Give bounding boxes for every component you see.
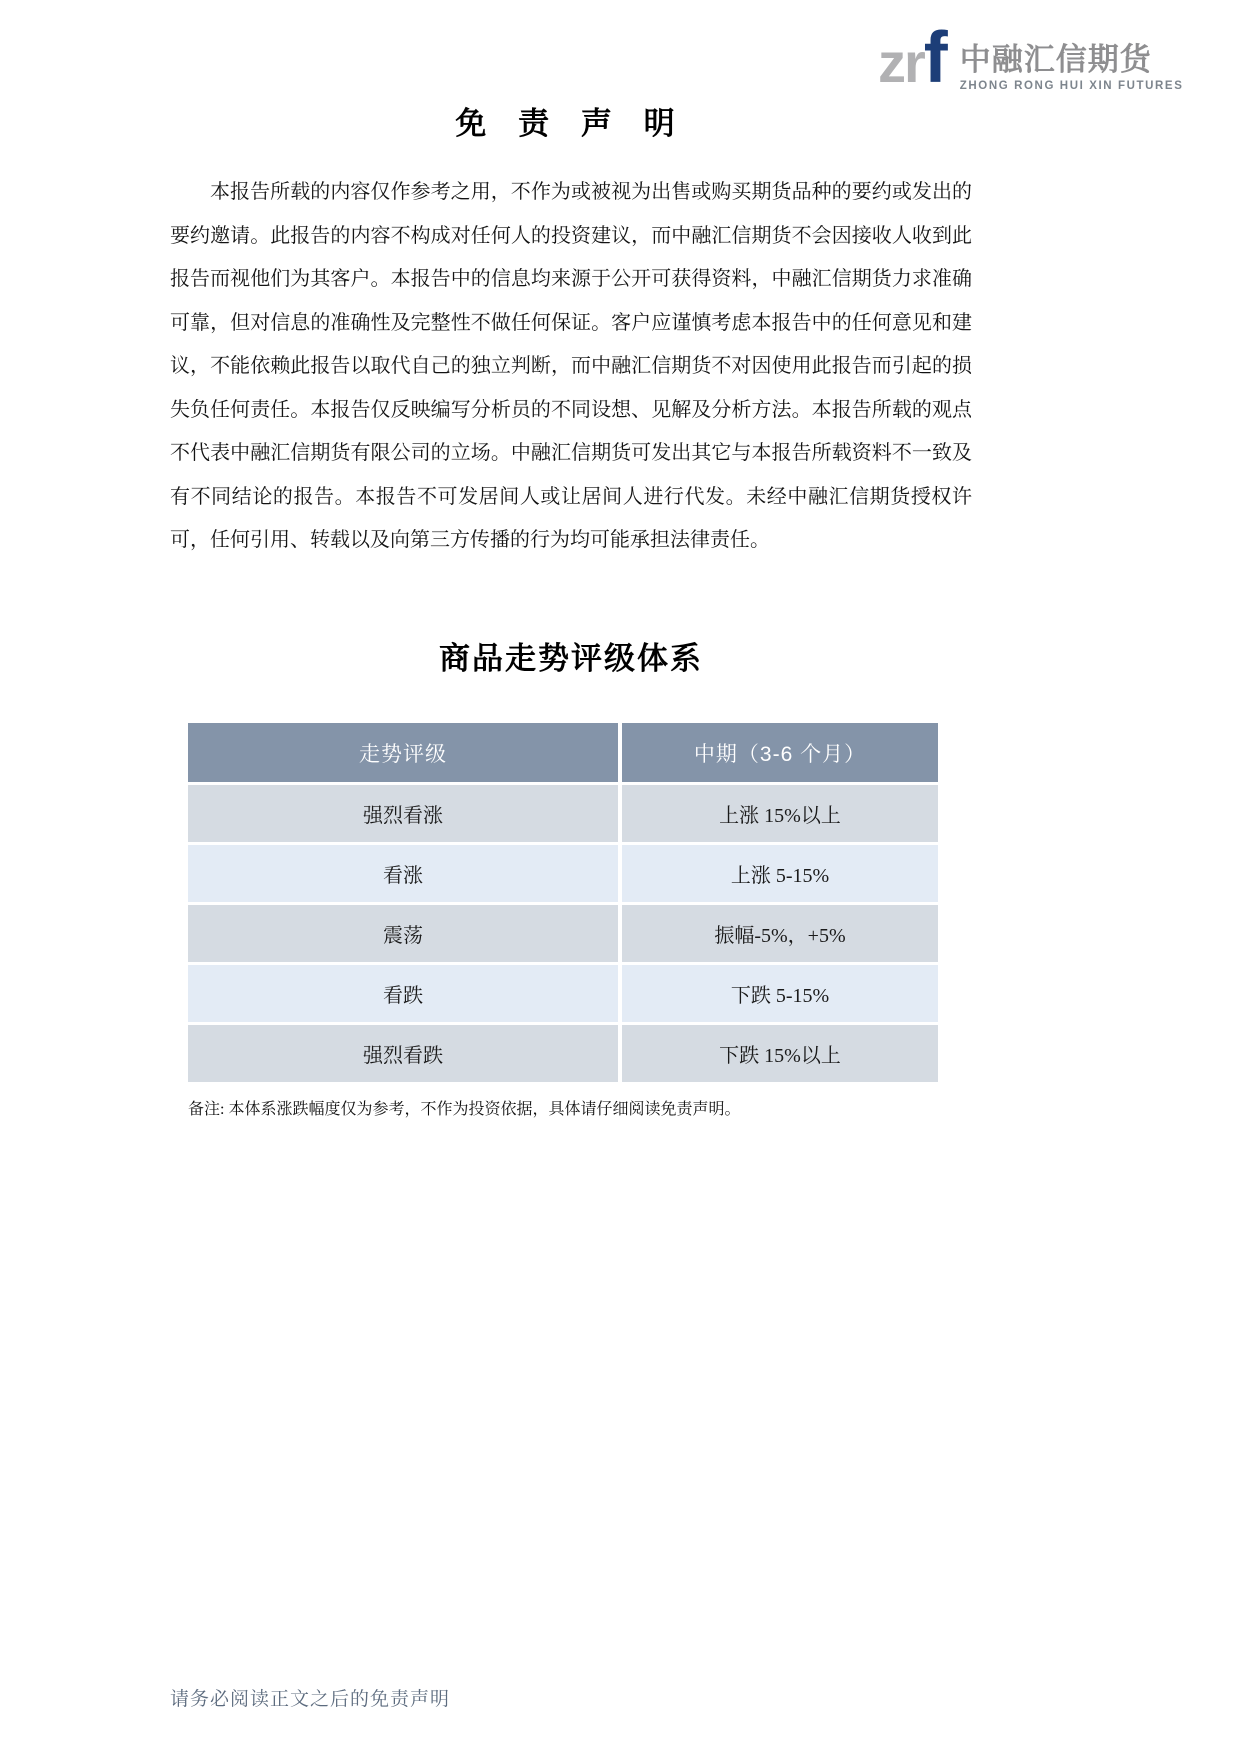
rating-table [188, 723, 938, 1085]
logo-zr-letters: zr [878, 31, 924, 94]
rating-system-title: 商品走势评级体系 [439, 641, 703, 676]
footer-disclaimer-reminder: 请务必阅读正文之后的免责声明 [170, 1689, 451, 1710]
company-logo [878, 18, 1184, 98]
page-title: 免 责 声 明 [455, 106, 687, 141]
header-cell-rating: 走势评级 [188, 723, 618, 782]
table-row [188, 1025, 938, 1082]
rating-cell: 强烈看涨 [188, 785, 618, 842]
table-row [188, 965, 938, 1022]
zrf-logo-icon [878, 18, 946, 98]
header-cell-midterm: 中期（3-6 个月） [622, 723, 938, 782]
logo-f-letter: f [923, 18, 946, 98]
rating-cell: 强烈看跌 [188, 1025, 618, 1082]
rating-cell: 看跌 [188, 965, 618, 1022]
rating-table-note: 备注: 本体系涨跌幅度仅为参考，不作为投资依据，具体请仔细阅读免责声明。 [188, 1101, 741, 1118]
rating-cell: 震荡 [188, 905, 618, 962]
company-name-cn: 中融汇信期货 [959, 42, 1152, 78]
company-name-en: ZHONG RONG HUI XIN FUTURES [959, 80, 1184, 92]
range-cell: 上涨 5-15% [622, 845, 938, 902]
disclaimer-paragraph: 本报告所载的内容仅作参考之用，不作为或被视为出售或购买期货品种的要约或发出的要约邀请。此报告的内容不构成对任何人的投资建议，而中融汇信期货不会因接收人收到此报告而视他们为其客户。本报告中的信息均来源于公开可获得资料，中融汇信期货力求准确可靠，但对信息的准确性及完整性不做任何保证。客户应谨慎考虑本报告中的任何意见和建议，不能依赖此报告以取代自己的独立判断，而中融汇信期货不对因使用此报告而引起的损失负任何责任。本报告仅反映编写分析员的不同设想、见解及分析方法。本报告所载的观点不代表中融汇信期货有限公司的立场。中融汇信期货可发出其它与本报告所载资料不一致及有不同结论的报告。本报告不可发居间人或让居间人进行代发。未经中融汇信期货授权许可，任何引用、转载以及向第三方传播的行为均可能承担法律责任。 [170, 181, 972, 551]
range-cell: 下跌 5-15% [622, 965, 938, 1022]
table-row [188, 905, 938, 962]
logo-names [960, 44, 1184, 94]
rating-cell: 看涨 [188, 845, 618, 902]
range-cell: 下跌 15%以上 [622, 1025, 938, 1082]
range-cell: 振幅-5%，+5% [622, 905, 938, 962]
table-header-row [188, 723, 938, 782]
range-cell: 上涨 15%以上 [622, 785, 938, 842]
table-row [188, 845, 938, 902]
table-row [188, 785, 938, 842]
